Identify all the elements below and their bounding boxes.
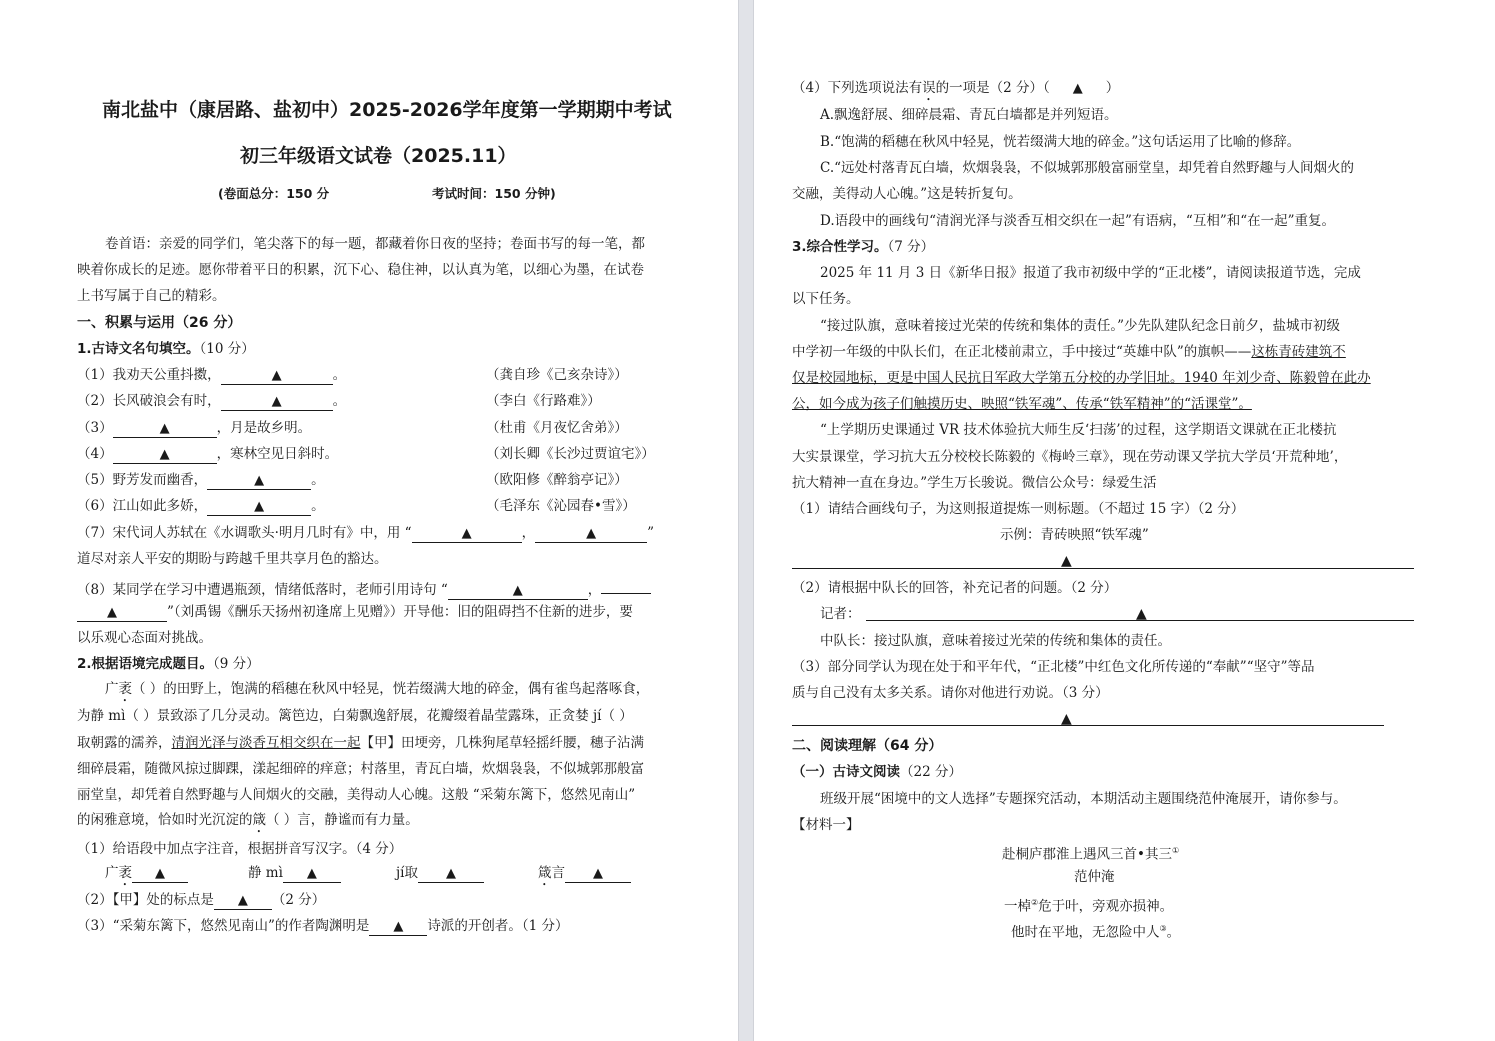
poem-author: 范仲淹 <box>1074 869 1115 885</box>
q2-1-item: 箴言 ▲ <box>538 863 631 889</box>
option-c: C.“远处村落青瓦白墙，炊烟袅袅，不似城郭那般富丽堂皇，却凭着自然野趣与人间烟火的 <box>820 160 1355 176</box>
exam-page-right <box>754 0 1495 1041</box>
underlined-sentence: 清润光泽与淡香互相交织在一起 <box>171 735 361 751</box>
passage-line: 为静 mì（ ）景致添了几分灵动。篱笆边，白菊飘逸舒展，花瓣缀着晶莹露珠，正贪婪 jí（ ） <box>77 708 633 724</box>
material-label: 【材料一】 <box>792 817 860 833</box>
report-line-underlined: 公，如今成为孩子们触摸历史、映照“铁军魂”、传承“铁军精神”的“活课堂”。 <box>792 396 1252 412</box>
q2-1-item: jí取 ▲ <box>396 863 484 883</box>
answer-blank[interactable]: ▲ <box>535 525 647 543</box>
q1-source: （李白《行路难》） <box>486 393 601 409</box>
answer-blank[interactable]: ▲ <box>221 393 333 411</box>
option-d: D.语段中的画线句“清润光泽与淡香互相交织在一起”有语病，“互相”和“在一起”重复。 <box>820 213 1336 229</box>
report-line: “上学期历史课通过 VR 技术体验抗大师生反‘扫荡’的过程，这学期语文课就在正北楼抗 <box>820 422 1337 438</box>
q2-2: （2）【甲】处的标点是 ▲ （2 分） <box>77 892 326 908</box>
q3-intro: 以下任务。 <box>792 291 860 307</box>
q3-3: （3）部分同学认为现在处于和平年代，“正北楼”中红色文化所传递的“奉献”“坚守”等品 <box>792 659 1315 675</box>
captain-line: 中队长：接过队旗，意味着接过光荣的传统和集体的责任。 <box>820 633 1171 649</box>
answer-blank[interactable]: ▲ <box>565 865 631 883</box>
option-c-cont: 交融，美得动人心魄。”这是转折复句。 <box>792 186 1022 202</box>
exam-subtitle: 初三年级语文试卷（2025.11） <box>240 145 517 167</box>
q2-3: （3）“采菊东篱下，悠然见南山”的作者陶渊明是 ▲ 诗派的开创者。（1 分） <box>77 918 569 934</box>
q1-item-1: （1）我劝天公重抖擞， ▲ 。 <box>77 367 347 383</box>
answer-blank[interactable]: ▲ <box>132 865 188 883</box>
q1-item-3: （3） ▲ ，月是故乡明。 <box>77 420 312 436</box>
answer-blank[interactable]: ▲ <box>77 604 167 622</box>
q3-1-example: 示例：青砖映照“铁军魂” <box>1000 527 1149 543</box>
answer-marker: ▲ <box>1061 711 1072 727</box>
question-heading: 2.根据语境完成题目。（9 分） <box>77 656 260 672</box>
q2-1: （1）给语段中加点字注音，根据拼音写汉字。（4 分） <box>77 841 403 857</box>
passage-line: 细碎晨霜，随微风掠过脚踝，漾起细碎的痒意；村落里，青瓦白墙，炊烟袅袅，不似城郭那般富 <box>77 761 644 777</box>
q1-item-8: （8）某同学在学习中遭遇瓶颈，情绪低落时，老师引用诗句 “ ▲ ， <box>77 576 651 600</box>
q1-item-2: （2）长风破浪会有时， ▲ 。 <box>77 393 347 409</box>
q2-1-item: 静 mì ▲ <box>248 863 341 883</box>
passage-line: 取朝露的濡养，清润光泽与淡香互相交织在一起【甲】田埂旁，几株狗尾草轻摇纤腰，穗子沾满 <box>77 735 644 751</box>
answer-blank[interactable]: ▲ <box>221 367 333 385</box>
q1-item-5: （5）野芳发而幽香， ▲ 。 <box>77 472 325 488</box>
report-line: “接过队旗，意味着接过光荣的传统和集体的责任。”少先队建队纪念日前夕，盐城市初级 <box>820 318 1341 334</box>
q1-item-7-cont: 道尽对亲人平安的期盼与跨越千里共享月色的豁达。 <box>77 551 388 567</box>
q1-item-4: （4） ▲ ，寒林空见日斜时。 <box>77 446 339 462</box>
report-line: 中学初一年级的中队长们，在正北楼前肃立，手中接过“英雄中队”的旗帜——这栋青砖建筑不 <box>792 344 1346 360</box>
answer-blank[interactable]: ▲ <box>283 865 341 883</box>
report-line-underlined: 仅是校园地标，更是中国人民抗日军政大学第五分校的办学旧址。1940 年刘少奇、陈毅曾在此办 <box>792 370 1371 386</box>
answer-blank[interactable]: ▲ <box>448 582 588 600</box>
question-heading: 1.古诗文名句填空。（10 分） <box>77 341 255 357</box>
answer-blank[interactable]: ▲ <box>214 892 272 910</box>
exam-page-left <box>0 0 738 1041</box>
q3-intro: 2025 年 11 月 3 日《新华日报》报道了我市初级中学的“正北楼”，请阅读报道节选，完成 <box>820 265 1361 281</box>
sub1-intro: 班级开展“困境中的文人选择”专题探究活动，本期活动主题围绕范仲淹展开，请你参与。 <box>820 791 1347 807</box>
answer-blank[interactable]: ▲ <box>418 865 484 883</box>
answer-line[interactable] <box>792 568 1414 569</box>
answer-marker: ▲ <box>1061 553 1072 569</box>
section-heading: 二、阅读理解（64 分） <box>792 738 943 754</box>
q3-2: （2）请根据中队长的回答，补充记者的问题。（2 分） <box>792 580 1118 596</box>
q1-source: （欧阳修《醉翁亭记》） <box>486 472 628 488</box>
preface-line: 卷首语：亲爱的同学们，笔尖落下的每一题，都藏着你日夜的坚持；卷面书写的每一笔，都 <box>105 236 645 252</box>
total-score: (卷面总分：150 分 <box>218 186 330 201</box>
q2-4: （4）下列选项说法有误的一项是（2 分）（ ▲ ） <box>792 78 1119 104</box>
answer-blank[interactable]: ▲ <box>1072 81 1083 96</box>
passage-line: 丽堂皇，却凭着自然野趣与人间烟火的交融，美得动人心魄。这般 “采菊东篱下，悠然见南山” <box>77 787 636 803</box>
q2-1-item: 广袤 ▲ <box>105 863 188 889</box>
answer-blank[interactable]: ▲ <box>369 918 427 936</box>
passage-line: 的闲雅意境，恰如时光沉淀的箴（ ）言，静谧而有力量。 <box>77 812 419 828</box>
page-gutter <box>738 0 754 1041</box>
preface-line: 映着你成长的足迹。愿你带着平日的积累，沉下心、稳住神，以认真为笔，以细心为墨，在试卷 <box>77 262 644 278</box>
report-line: 大实景课堂，学习抗大五分校校长陈毅的《梅岭三章》，现在劳动课又学抗大学员‘开荒种地’， <box>792 449 1348 465</box>
answer-marker: ▲ <box>1136 606 1147 622</box>
report-line: 抗大精神一直在身边。”学生万长骏说。微信公众号：绿爱生活 <box>792 475 1157 491</box>
answer-blank[interactable]: ▲ <box>113 420 217 438</box>
preface-line: 上书写属于自己的精彩。 <box>77 288 226 304</box>
q1-item-8-cont: 以乐观心态面对挑战。 <box>77 630 212 646</box>
answer-blank[interactable]: ▲ <box>207 498 311 516</box>
q3-3-cont: 质与自己没有太多关系。请你对他进行劝说。（3 分） <box>792 685 1109 701</box>
q1-item-6: （6）江山如此多娇， ▲ 。 <box>77 498 325 514</box>
option-b: B.“饱满的稻穗在秋风中轻晃，恍若缀满大地的碎金。”这句话运用了比喻的修辞。 <box>820 134 1301 150</box>
option-a: A.飘逸舒展、细碎晨霜、青瓦白墙都是并列短语。 <box>820 107 1118 123</box>
exam-time: 考试时间：150 分钟) <box>432 186 556 201</box>
q1-item-8-cont: ▲ ”（刘禹锡《酬乐天扬州初逢席上见赠》）开导他：旧的阻碍挡不住新的进步，要 <box>77 602 633 622</box>
poem-title: 赴桐庐郡淮上遇风三首•其三① <box>1002 846 1180 863</box>
answer-blank[interactable]: ▲ <box>207 472 311 490</box>
q1-item-7: （7）宋代词人苏轼在《水调歌头·明月几时有》中，用 “ ▲ ， ▲ ” <box>77 525 654 541</box>
answer-line[interactable] <box>792 725 1384 726</box>
answer-blank[interactable]: ▲ <box>113 446 217 464</box>
q1-source: （刘长卿《长沙过贾谊宅》） <box>486 446 655 462</box>
subsection-heading: （一）古诗文阅读（22 分） <box>792 764 962 780</box>
q1-source: （杜甫《月夜忆舍弟》） <box>486 420 628 436</box>
poem-line: 一棹②危于叶，旁观亦损神。 <box>1004 898 1174 915</box>
poem-line: 他时在平地，无忽险中人③。 <box>1011 924 1181 941</box>
exam-title: 南北盐中（康居路、盐初中）2025-2026学年度第一学期期中考试 <box>102 99 672 121</box>
answer-blank[interactable] <box>601 576 651 594</box>
q1-source: （龚自珍《己亥杂诗》） <box>486 367 628 383</box>
question-heading: 3.综合性学习。（7 分） <box>792 239 935 255</box>
q1-source: （毛泽东《沁园春•雪》） <box>486 498 636 514</box>
answer-blank[interactable]: ▲ <box>412 525 522 543</box>
reporter-label: 记者： <box>820 606 861 622</box>
section-heading: 一、积累与运用（26 分） <box>77 315 242 331</box>
q3-1: （1）请结合画线句子，为这则报道提炼一则标题。（不超过 15 字）（2 分） <box>792 501 1245 517</box>
passage-line: 广袤（ ）的田野上，饱满的稻穗在秋风中轻晃，恍若缀满大地的碎金，偶有雀鸟起落啄食， <box>105 681 650 697</box>
